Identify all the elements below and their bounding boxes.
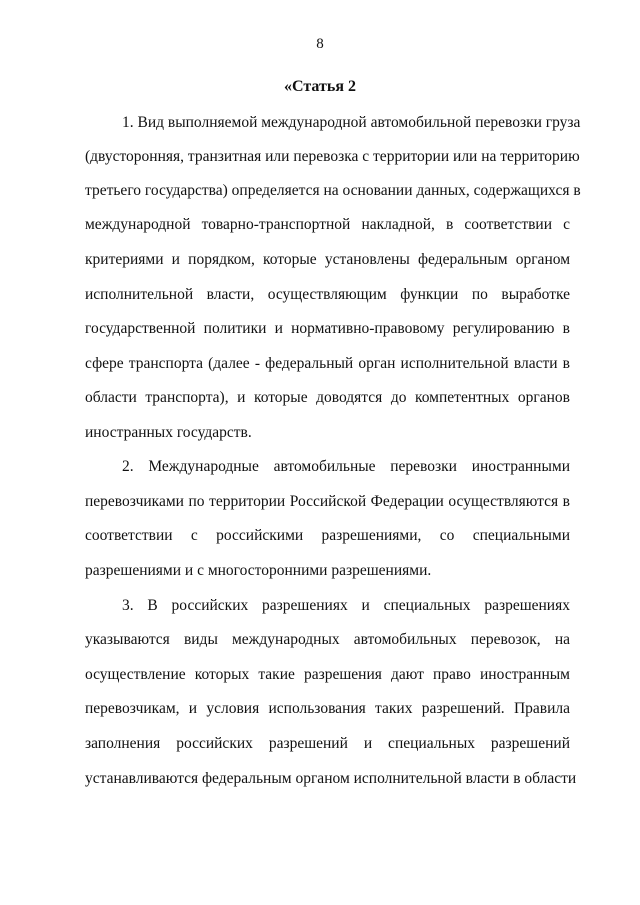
paragraph-line: перевозчикам, и условия использования таких разрешений. Правила <box>85 700 570 717</box>
paragraph-line: государственной политики и нормативно-правовому регулированию в <box>85 320 570 337</box>
paragraph-line: третьего государства) определяется на основании данных, содержащихся в <box>85 182 581 199</box>
paragraph-line: области транспорта), и которые доводятся до компетентных органов <box>85 389 570 406</box>
paragraph-line: 3. В российских разрешениях и специальных разрешениях <box>122 597 570 614</box>
paragraph-line: 2. Международные автомобильные перевозки иностранными <box>122 458 570 475</box>
paragraph-line: исполнительной власти, осуществляющим функции по выработке <box>85 286 570 303</box>
page-number: 8 <box>316 36 324 52</box>
paragraph-line: указываются виды международных автомобильных перевозок, на <box>85 631 570 648</box>
paragraph-line: перевозчиками по территории Российской Федерации осуществляются в <box>85 493 570 510</box>
paragraph-line: заполнения российских разрешений и специальных разрешений <box>85 735 570 752</box>
article-title: «Статья 2 <box>284 78 356 95</box>
paragraph-line: иностранных государств. <box>85 424 252 441</box>
paragraph-line: критериями и порядком, которые установлены федеральным органом <box>85 251 570 268</box>
paragraph-line: международной товарно-транспортной накладной, в соответствии с <box>85 216 570 233</box>
paragraph-line: разрешениями и с многосторонними разрешениями. <box>85 562 432 579</box>
paragraph-line: (двусторонняя, транзитная или перевозка с территории или на территорию <box>85 148 580 165</box>
paragraph-line: устанавливаются федеральным органом исполнительной власти в области <box>85 770 577 787</box>
paragraph-line: сфере транспорта (далее - федеральный орган исполнительной власти в <box>85 355 570 372</box>
paragraph-line: 1. Вид выполняемой международной автомобильной перевозки груза <box>122 114 581 131</box>
paragraph-line: соответствии с российскими разрешениями, со специальными <box>85 527 570 544</box>
paragraph-line: осуществление которых такие разрешения дают право иностранным <box>85 666 570 683</box>
